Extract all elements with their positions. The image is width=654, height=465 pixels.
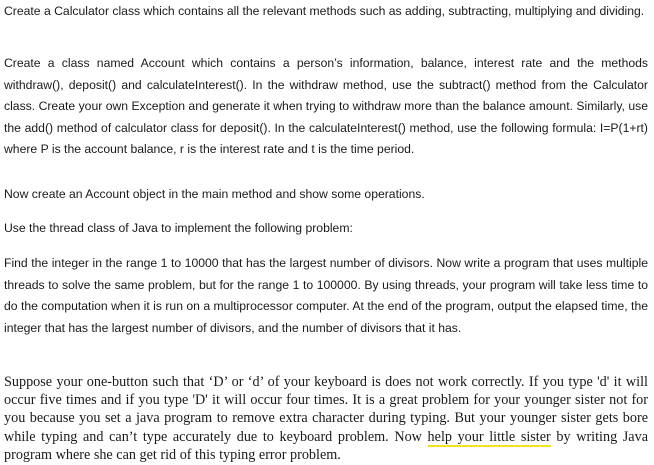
paragraph-thread-intro: Use the thread class of Java to implement the following problem:	[4, 221, 353, 235]
highlighted-text: help your little sister	[427, 428, 551, 445]
paragraph-main-method: Now create an Account object in the main method and show some operations.	[4, 187, 425, 201]
paragraph-divisors: Find the integer in the range 1 to 10000 that has the largest number of divisors. Now write a program that uses multiple threads to solve the same problem, but for the range 1 to 100000. By using threads, your program will take less time to do the computation when it is run on a multiprocessor computer. At the end of the program, output the elapsed time, the integer that has the largest number of divisors, and the number of divisors that it has.	[4, 256, 648, 335]
paragraph-account: Create a class named Account which contains a person’s information, balance, interest rate and the methods withdraw(), deposit() and calculateInterest(). In the withdraw method, use the subtract() method from the Calculator class. Create your own Exception and generate it when trying to withdraw more than the balance amount. Similarly, use the add() method of calculator class for deposit(). In the calculateInterest() method, use the following formula: I=P(1+rt) where P is the account balance, r is the interest rate and t is the time period.	[4, 56, 648, 156]
keyboard-text-main: Suppose your one-button such that ‘D’ or ‘d’ of your keyboard is does not work correctly. If you type 'd' it will occur five times and if you type 'D' it will occur four times. It is a great problem for your younger sister not for you because you set a java program to remove extra character during typing. But your younger sister gets bore while typing and can’t type accurately due to keyboard problem. Now	[4, 374, 648, 445]
paragraph-keyboard	[4, 373, 648, 464]
document-page	[4, 0, 648, 465]
paragraph-calculator: Create a Calculator class which contains all the relevant methods such as adding, subtracting, multiplying and dividing.	[4, 4, 645, 18]
keyboard-text-end: by writing Java program where she can get rid of this typing error problem.	[4, 428, 649, 463]
